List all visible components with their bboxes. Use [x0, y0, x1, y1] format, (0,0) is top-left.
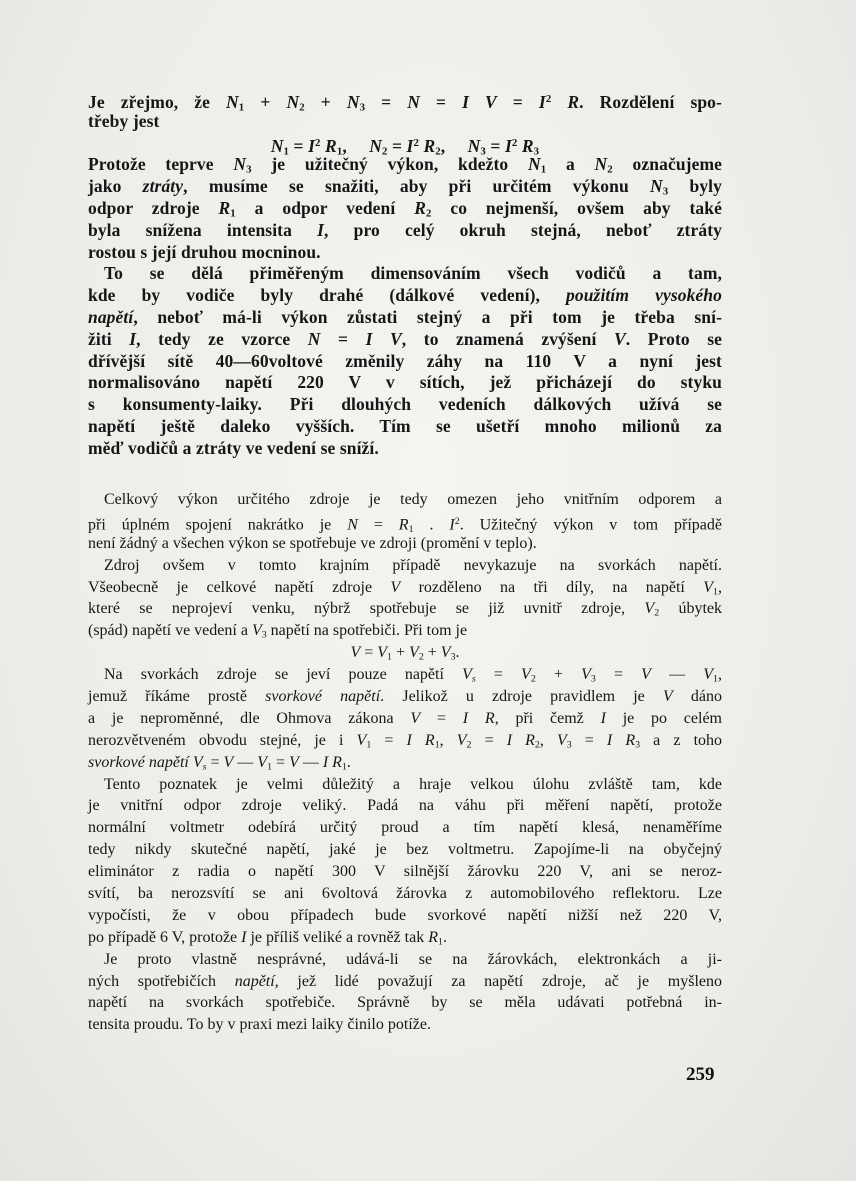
text-run: Tento poznatek je velmi důležitý a hraje velkou úlohu zvláště tam, kde	[104, 775, 722, 793]
italic-run: použitím vysokého	[566, 285, 722, 306]
italic-run: I V	[365, 328, 402, 349]
italic-run: R	[325, 135, 337, 156]
text-run: .	[413, 516, 450, 534]
italic-run: I	[406, 135, 414, 156]
subscript: 3	[635, 739, 641, 751]
italic-run: N	[594, 154, 608, 175]
text-run: je užitečný výkon, kdežto	[251, 154, 528, 175]
text-line	[88, 577, 722, 599]
text-line	[88, 883, 722, 905]
italic-run: V	[703, 666, 714, 684]
text-run: ,	[718, 666, 722, 684]
subscript: 2	[530, 673, 536, 685]
text-run: =	[595, 666, 642, 684]
text-run: úbytek	[659, 600, 723, 618]
text-run: Na svorkách zdroje se jeví pouze napětí	[104, 666, 463, 684]
subscript: 1	[366, 739, 372, 751]
italic-run: I R	[506, 731, 535, 749]
subscript: 2	[534, 739, 540, 751]
subscript: 1	[336, 145, 343, 158]
text-line	[88, 971, 722, 993]
text-line	[88, 598, 722, 620]
italic-run: svorkové napětí V	[88, 753, 203, 771]
italic-run: N	[346, 91, 360, 112]
text-run: . Rozdělení spo-	[579, 91, 722, 112]
paragraph	[88, 555, 722, 643]
text-line	[88, 394, 722, 416]
text-run: =	[320, 328, 366, 349]
subscript: 2	[381, 145, 388, 158]
italic-run: V	[410, 709, 421, 727]
paragraph	[88, 489, 722, 555]
text-line	[88, 372, 722, 394]
subscript: 3	[662, 185, 669, 198]
text-line	[88, 686, 722, 708]
subscript: 3	[261, 629, 267, 641]
subscript: 1	[713, 586, 718, 598]
subscript: 1	[230, 207, 236, 220]
text-run: =	[387, 135, 407, 156]
text-run: s konsumenty-laiky. Při dlouhých vedeních dálkových užívá se	[88, 394, 722, 415]
subscript: 1	[283, 145, 290, 158]
text-run: =	[420, 709, 463, 727]
italic-run: N	[286, 91, 300, 112]
superscript: 2	[511, 136, 518, 149]
text-line	[88, 774, 722, 796]
italic-run: V	[350, 644, 361, 662]
subscript: 1	[238, 101, 245, 114]
italic-run: N	[226, 91, 239, 112]
text-run: označujeme	[612, 154, 722, 175]
paragraph	[88, 154, 722, 263]
text-run: Celkový výkon určitého zdroje je tedy omezen jeho vnitřním odporem a	[104, 491, 722, 508]
text-line	[88, 1014, 722, 1036]
italic-run: I	[538, 91, 546, 112]
paragraph	[88, 263, 722, 459]
text-run: a z toho	[640, 731, 723, 749]
subscript: 1	[387, 651, 392, 663]
text-run: =	[475, 666, 522, 684]
text-run: =	[571, 731, 607, 749]
text-run: —	[298, 753, 323, 771]
text-run: .	[442, 928, 447, 946]
text-line	[88, 642, 722, 664]
italic-run: R	[428, 928, 438, 946]
text-run: =	[485, 135, 505, 156]
italic-run: N	[270, 135, 284, 156]
text-run: =	[357, 516, 399, 534]
italic-run: V	[223, 753, 234, 771]
text-run: +	[535, 666, 582, 684]
text-run: Je zřejmo, že	[88, 91, 227, 112]
subscript: s	[471, 673, 476, 685]
italic-run: R	[398, 516, 409, 534]
subscript: 3	[359, 101, 366, 114]
subscript: s	[202, 761, 207, 773]
superscript: 2	[454, 515, 460, 527]
subscript: 2	[299, 101, 305, 114]
text-line	[88, 861, 722, 883]
text-run: +	[423, 644, 441, 662]
text-line	[88, 620, 722, 642]
subscript: 2	[654, 607, 660, 619]
italic-run: N	[527, 154, 541, 175]
italic-run: R	[414, 197, 426, 218]
text-run: , neboť má-li výkon zůstati stejný a při tom je třeba sní-	[133, 306, 722, 327]
text-run: a je neproměnné, dle Ohmova zákona	[88, 709, 411, 727]
text-run: =	[419, 91, 463, 112]
subscript: 2	[466, 739, 472, 751]
italic-run: V	[613, 328, 626, 349]
text-run: ,	[539, 731, 557, 749]
italic-run: V	[662, 688, 673, 706]
text-line	[88, 555, 722, 577]
text-run: , tedy ze vzorce	[136, 328, 308, 349]
text-line	[88, 511, 722, 533]
text-run: Protože teprve	[88, 154, 234, 175]
italic-run: V	[641, 666, 651, 684]
text-run: nerozvětveném obvodu stejné, je i	[88, 731, 357, 749]
text-run: napětí ještě daleko vyšších. Tím se ušetří mnoho milionů za	[88, 415, 722, 436]
italic-run: R	[521, 135, 534, 156]
text-line	[88, 752, 722, 774]
subscript: 1	[408, 523, 414, 535]
text-line	[88, 795, 722, 817]
italic-run: I	[129, 328, 137, 349]
text-run: +	[244, 91, 287, 112]
text-line	[88, 111, 722, 133]
italic-run: V	[440, 644, 451, 662]
italic-run: V	[703, 578, 714, 596]
italic-run: V	[257, 753, 268, 771]
text-line	[88, 351, 722, 373]
text-run: =	[371, 731, 407, 749]
text-line	[88, 154, 722, 176]
text-run: při úplném spojení nakrátko je	[88, 516, 348, 534]
text-section-bold	[88, 89, 722, 460]
text-run: , musíme se snažiti, aby při určitém výkonu	[183, 176, 651, 197]
text-line	[88, 220, 722, 242]
subscript: 2	[607, 164, 613, 177]
italic-run: V	[581, 666, 591, 684]
italic-run: I	[600, 709, 606, 727]
text-run: napětí na spotřebiči. Při tom je	[266, 622, 468, 640]
superscript: 2	[545, 93, 552, 105]
text-run: —	[650, 666, 704, 684]
italic-run: V	[556, 731, 567, 749]
text-run: není žádný a všechen výkon se spotřebuje ve zdroji (promění v teplo).	[88, 534, 537, 552]
text-run: rozděleno na tři díly, na napětí	[400, 578, 704, 596]
italic-run: N	[347, 516, 358, 534]
superscript: 2	[315, 136, 321, 149]
text-line	[88, 839, 722, 861]
subscript: 2	[435, 145, 441, 158]
text-run: =	[289, 135, 309, 156]
paragraph	[88, 949, 722, 1037]
text-run: Je proto vlastně nesprávné, udává-li se na žárovkách, elektronkách a ji-	[104, 950, 722, 968]
text-run: =	[206, 753, 224, 771]
subscript: 1	[434, 739, 440, 751]
subscript: 1	[713, 673, 718, 685]
text-run: Zdroj ovšem v tomto krajním případě nevykazuje na svorkách napětí.	[104, 556, 722, 574]
italic-run: V	[289, 753, 299, 771]
text-line	[88, 285, 722, 307]
italic-run: I R	[462, 709, 495, 727]
subscript: 1	[437, 936, 443, 948]
subscript: 3	[533, 145, 540, 158]
text-run: eliminátor z radia o napětí 300 V silnější žárovku 220 V, ani se neroz-	[88, 863, 722, 881]
text-run: byla snížena intensita	[88, 219, 318, 240]
italic-run: R	[567, 91, 580, 112]
subscript: 3	[590, 673, 596, 685]
text-line	[88, 927, 722, 949]
text-run: ,	[342, 135, 370, 156]
italic-run: I V	[462, 91, 497, 112]
italic-run: I	[449, 516, 455, 534]
italic-run: N	[369, 135, 382, 156]
page-number: 259	[686, 1064, 715, 1085]
text-run: +	[304, 91, 347, 112]
text-run: ,	[440, 135, 468, 156]
subscript: 2	[425, 207, 432, 220]
text-run: vypočísti, že v obou případech bude svorkové napětí nižší než 220 V,	[88, 906, 722, 924]
formula	[88, 642, 722, 664]
text-run: , to znamená zvýšení	[401, 328, 614, 349]
text-run: dáno	[672, 688, 722, 706]
text-run: žiti	[88, 328, 130, 349]
italic-run: N	[307, 328, 321, 349]
text-run: jako	[88, 176, 143, 197]
text-line	[88, 176, 722, 198]
text-run: napětí na svorkách spotřebiče. Správně by se měla udávati potřebná in-	[88, 994, 722, 1012]
text-line	[88, 730, 722, 752]
italic-run: napětí	[234, 972, 275, 990]
paragraph	[88, 89, 722, 133]
text-run: —	[233, 753, 258, 771]
text-run: +	[392, 644, 410, 662]
italic-run: V	[521, 666, 531, 684]
italic-run: V	[251, 622, 262, 640]
subscript: 3	[450, 651, 456, 663]
italic-run: R	[218, 197, 231, 218]
text-run: ných spotřebičích	[88, 972, 235, 990]
text-run: je vnitřní odpor zdroje veliký. Padá na váhu při měření napětí, protože	[88, 797, 722, 815]
italic-run: V	[644, 600, 655, 618]
italic-run: N	[233, 154, 247, 175]
text-run: ,	[439, 731, 457, 749]
text-run: měď vodičů a ztráty ve vedení se sníží.	[88, 437, 379, 458]
text-line	[88, 329, 722, 351]
text-line	[88, 992, 722, 1014]
text-run: Všeobecně je celkové napětí zdroje	[88, 578, 391, 596]
italic-run: R	[423, 135, 436, 156]
text-line	[88, 817, 722, 839]
text-run	[551, 92, 567, 112]
text-run: =	[496, 91, 539, 112]
superscript: 2	[413, 136, 419, 149]
italic-run: V	[409, 644, 419, 662]
italic-run: I R	[606, 731, 636, 749]
italic-run: V	[462, 666, 472, 684]
text-line	[88, 307, 722, 329]
text-run: .	[455, 644, 460, 662]
text-line	[88, 242, 722, 264]
text-line	[88, 133, 722, 158]
text-run: To se dělá přiměřeným dimensováním všech vodičů a tam,	[104, 263, 722, 284]
text-run: . Proto se	[625, 328, 722, 349]
text-run: normální voltmetr odebírá určitý proud a tím napětí klesá, nenaměříme	[88, 819, 722, 837]
text-run: a odpor vedení	[235, 197, 415, 218]
text-run: . Jelikož u zdroje pravidlem je	[380, 688, 663, 706]
italic-run: I R	[322, 753, 342, 771]
subscript: 3	[566, 739, 572, 751]
text-run: je příliš veliké a rovněž tak	[246, 928, 429, 946]
text-run: rostou s její druhou mocninou.	[88, 241, 321, 262]
text-run: odpor zdroje	[88, 197, 219, 218]
text-run: kde by vodiče byly drahé (dálkové vedení),	[88, 285, 567, 306]
text-line	[88, 198, 722, 220]
paragraph	[88, 774, 722, 949]
text-run: ,	[718, 578, 722, 596]
subscript: 3	[480, 145, 486, 158]
italic-run: V	[456, 731, 467, 749]
text-run: po případě 6 V, protože	[88, 928, 242, 946]
text-run: svítí, ba nerozsvítí se ani 6voltová žárovka z automobilového reflektoru. Lze	[88, 885, 722, 903]
text-run: (spád) napětí ve vedení a	[88, 622, 252, 640]
text-run: =	[365, 91, 408, 112]
italic-run: I	[317, 219, 325, 240]
text-run: normalisováno napětí 220 V v sítích, jež přicházejí do styku	[88, 372, 722, 393]
text-run: =	[360, 644, 378, 662]
text-line	[88, 263, 722, 285]
subscript: 1	[267, 761, 273, 773]
text-line	[88, 416, 722, 438]
italic-run: N	[650, 176, 663, 197]
italic-run: I	[504, 135, 512, 156]
text-run: , pro celý okruh stejná, neboť ztráty	[324, 219, 722, 240]
formula	[88, 133, 722, 158]
italic-run: V	[356, 731, 367, 749]
text-line	[88, 949, 722, 971]
text-run: a	[546, 154, 595, 175]
text-run: . Užitečný výkon v tom případě	[459, 516, 722, 534]
text-line	[88, 489, 722, 511]
italic-run: I	[241, 928, 247, 946]
italic-run: ztráty	[142, 176, 184, 197]
text-line	[88, 905, 722, 927]
italic-run: N	[407, 91, 420, 112]
text-run: které se neprojeví venku, nýbrž spotřebuje se již uvnitř zdroje,	[88, 600, 645, 618]
subscript: 3	[246, 164, 252, 177]
italic-run: V	[390, 578, 401, 596]
italic-run: I	[308, 135, 316, 156]
text-run: co nejmenší, ovšem aby také	[431, 197, 722, 218]
text-line	[88, 89, 722, 114]
paragraph	[88, 664, 722, 773]
italic-run: svorkové napětí	[265, 688, 381, 706]
italic-run: N	[467, 135, 481, 156]
text-section-regular	[88, 489, 722, 1036]
text-run: , při čemž	[494, 709, 601, 727]
text-line	[88, 438, 722, 460]
text-line	[88, 664, 722, 686]
subscript: 2	[418, 651, 424, 663]
text-run: je po celém	[605, 709, 723, 727]
text-run: byly	[668, 176, 722, 197]
text-run: =	[471, 731, 507, 749]
text-run: , jež lidé považují za napětí zdroje, ač je myšleno	[274, 972, 722, 990]
text-run: jemuž říkáme prostě	[88, 688, 266, 706]
text-line	[88, 533, 722, 555]
text-run: .	[346, 753, 351, 771]
text-run: =	[272, 753, 290, 771]
italic-run: V	[377, 644, 388, 662]
italic-run: napětí	[88, 306, 134, 327]
subscript: 1	[540, 164, 547, 177]
text-run: dřívější sítě 40—60voltové změnily záhy na 110 V a nyní jest	[88, 350, 722, 371]
text-run: tedy nikdy skutečné napětí, jaké je bez voltmetru. Zapojíme-li na obyčejný	[88, 841, 722, 859]
italic-run: I R	[406, 731, 435, 749]
subscript: 1	[341, 761, 347, 773]
text-line	[88, 708, 722, 730]
text-run: třeby jest	[88, 110, 160, 131]
text-run: tensita proudu. To by v praxi mezi laiky činilo potíže.	[88, 1016, 431, 1034]
